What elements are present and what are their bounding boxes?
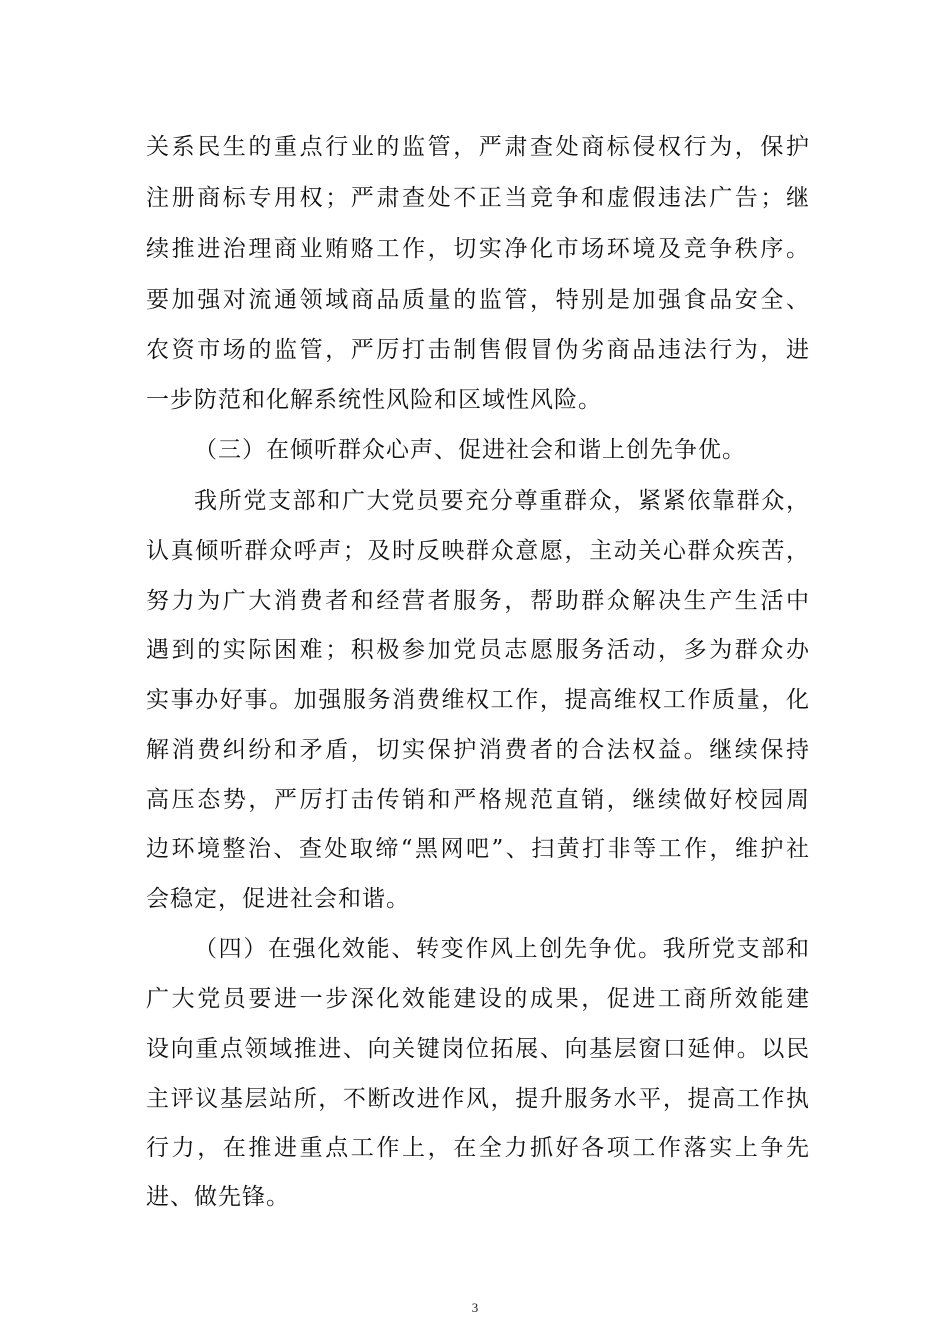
text-line: 要加强对流通领域商品质量的监管，特别是加强食品安全、 xyxy=(146,287,810,313)
text-line: 高压态势，严厉打击传销和严格规范直销，继续做好校园周 xyxy=(146,787,810,813)
text-line: 主评议基层站所，不断改进作风，提升服务水平，提高工作执 xyxy=(146,1086,810,1112)
text-line: 行力，在推进重点工作上，在全力抓好各项工作落实上争先 xyxy=(146,1135,810,1161)
text-line: 注册商标专用权；严肃查处不正当竞争和虚假违法广告；继 xyxy=(146,185,810,211)
section-heading: （三）在倾听群众心声、促进社会和谐上创先争优。 xyxy=(194,437,746,463)
text-line: 农资市场的监管，严厉打击制售假冒伪劣商品违法行为，进 xyxy=(146,337,810,363)
text-line: 解消费纠纷和矛盾，切实保护消费者的合法权益。继续保持 xyxy=(146,737,810,763)
text-line: 一步防范和化解系统性风险和区域性风险。 xyxy=(146,387,602,413)
text-line: 进、做先锋。 xyxy=(146,1184,290,1210)
text-line: 关系民生的重点行业的监管，严肃查处商标侵权行为，保护 xyxy=(146,134,810,160)
text-line: 遇到的实际困难；积极参加党员志愿服务活动，多为群众办 xyxy=(146,637,810,663)
text-line: 续推进治理商业贿赂工作，切实净化市场环境及竞争秩序。 xyxy=(146,236,810,262)
text-line: 认真倾听群众呼声；及时反映群众意愿，主动关心群众疾苦， xyxy=(146,538,810,564)
text-line: 设向重点领域推进、向关键岗位拓展、向基层窗口延伸。以民 xyxy=(146,1036,810,1062)
text-line: 努力为广大消费者和经营者服务，帮助群众解决生产生活中 xyxy=(146,588,810,614)
text-line: 实事办好事。加强服务消费维权工作，提高维权工作质量，化 xyxy=(146,687,810,713)
section-heading-line: （四）在强化效能、转变作风上创先争优。我所党支部和 xyxy=(194,936,810,962)
text-line: 会稳定，促进社会和谐。 xyxy=(146,886,410,912)
text-line: 广大党员要进一步深化效能建设的成果，促进工商所效能建 xyxy=(146,986,810,1012)
page-number: 3 xyxy=(471,1300,479,1315)
text-line: 边环境整治、查处取缔“黑网吧”、扫黄打非等工作，维护社 xyxy=(146,836,810,862)
paragraph-first-line: 我所党支部和广大党员要充分尊重群众，紧紧依靠群众， xyxy=(194,488,810,514)
